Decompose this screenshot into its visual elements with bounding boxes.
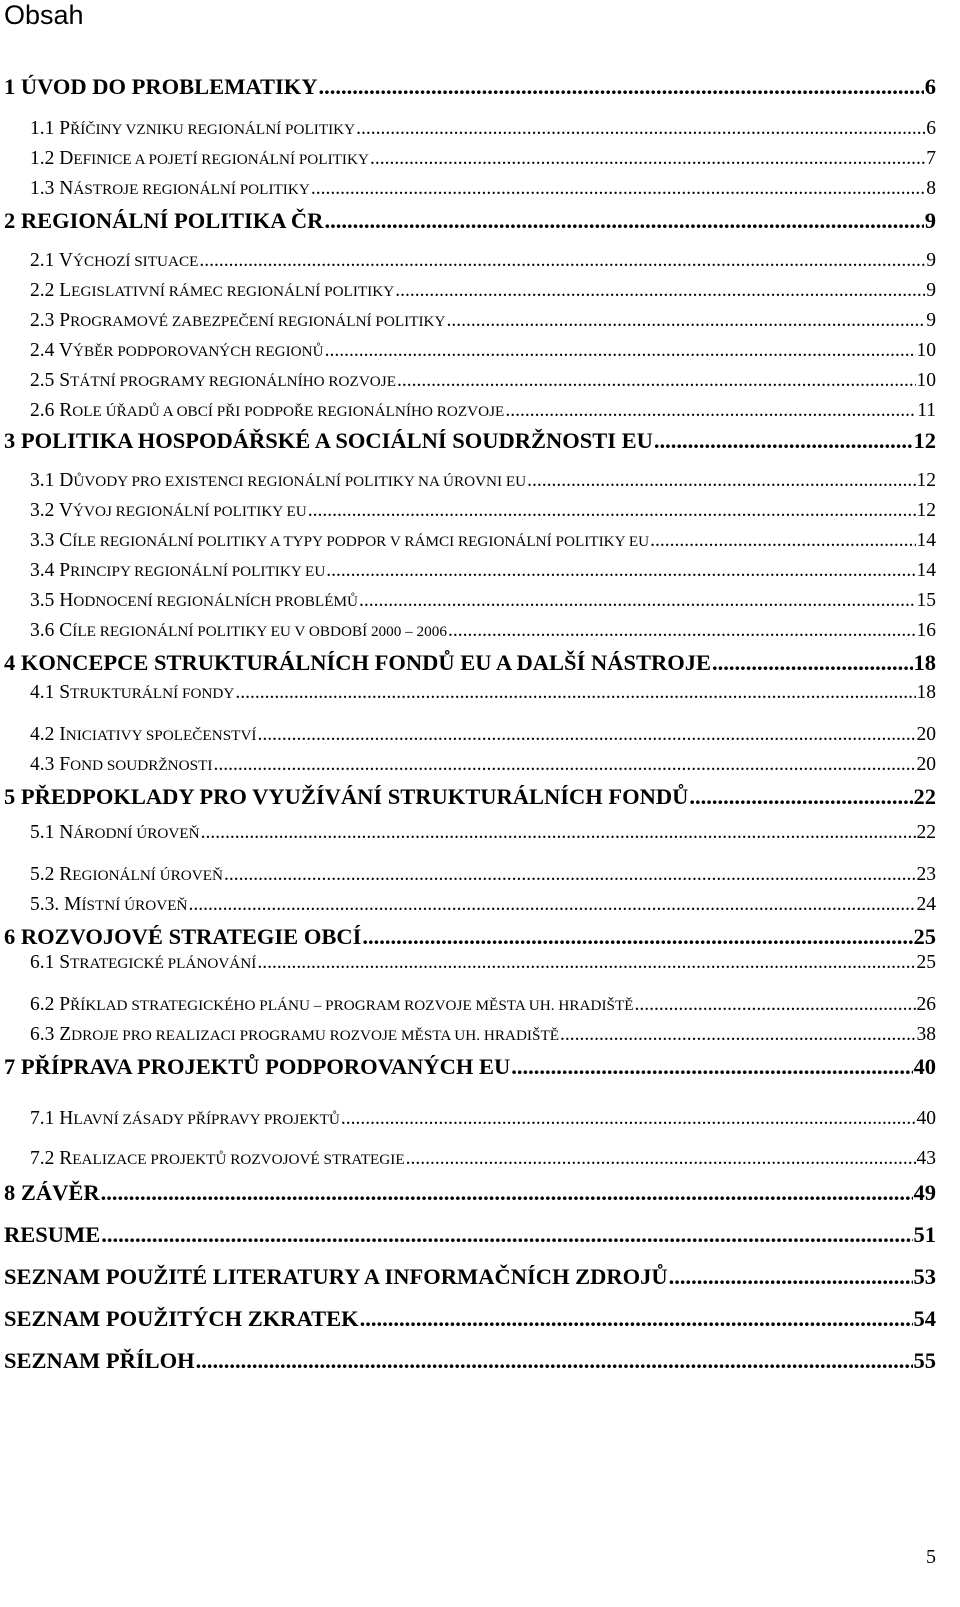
toc-chapter-entry[interactable] [4, 1264, 936, 1294]
toc-section-entry[interactable] [30, 994, 936, 1020]
toc-entry-initial: Z [59, 1024, 72, 1045]
toc-entry-rest: ÍLE REGIONÁLNÍ POLITIKY EU V OBDOBÍ 2000 – 2006 [72, 623, 447, 640]
toc-entry-page: 55 [913, 1348, 936, 1373]
toc-entry-rest: ÝCHOZÍ SITUACE [73, 253, 199, 270]
toc-entry-rest: TRATEGICKÉ PLÁNOVÁNÍ [70, 955, 257, 972]
toc-dot-leader [325, 340, 916, 362]
toc-entry-number: 3.5 [30, 590, 55, 611]
toc-entry-rest: DROJE PRO REALIZACI PROGRAMU ROZVOJE MĚSTA UH. HRADIŠTĚ [71, 1027, 560, 1044]
toc-entry-number: 1.3 [30, 178, 55, 199]
toc-dot-leader [324, 208, 923, 234]
toc-entry-title [30, 560, 325, 582]
toc-entry-title: 2 REGIONÁLNÍ POLITIKA ČR [4, 208, 324, 233]
toc-section-entry[interactable] [30, 470, 936, 496]
toc-chapter-entry[interactable] [4, 924, 936, 954]
toc-entry-title: 6 ROZVOJOVÉ STRATEGIE OBCÍ [4, 924, 362, 949]
toc-dot-leader [362, 924, 912, 950]
toc-entry-title [30, 724, 257, 746]
toc-entry-initial: F [59, 754, 71, 775]
toc-entry-rest: ÁSTROJE REGIONÁLNÍ POLITIKY [73, 181, 310, 198]
toc-entry-page: 6 [924, 74, 936, 99]
toc-entry-page: 20 [916, 724, 936, 745]
toc-entry-page: 12 [913, 428, 936, 453]
toc-entry-page: 11 [917, 400, 936, 421]
toc-entry-title [30, 470, 526, 492]
toc-dot-leader [635, 994, 916, 1016]
toc-dot-leader [258, 724, 916, 746]
toc-entry-initial: P [59, 994, 71, 1015]
toc-entry-title [30, 118, 355, 140]
toc-dot-leader [326, 560, 915, 582]
toc-entry-page: 26 [916, 994, 936, 1015]
toc-section-entry[interactable] [30, 724, 936, 750]
toc-dot-leader [511, 1054, 912, 1080]
toc-entry-rest: ŘÍČINY VZNIKU REGIONÁLNÍ POLITIKY [70, 121, 356, 138]
toc-section-entry[interactable] [30, 148, 936, 174]
toc-dot-leader [395, 280, 925, 302]
toc-entry-number: 4.3 [30, 754, 55, 775]
toc-dot-leader [308, 500, 916, 522]
toc-dot-leader [712, 650, 913, 676]
toc-entry-number: 3.3 [30, 530, 55, 551]
toc-dot-leader [669, 1264, 913, 1290]
toc-dot-leader [341, 1108, 916, 1130]
toc-entry-number: 6.2 [30, 994, 55, 1015]
toc-entry-title: SEZNAM POUŽITÝCH ZKRATEK [4, 1306, 359, 1331]
toc-entry-initial: H [59, 1108, 74, 1129]
toc-section-entry[interactable] [30, 1024, 936, 1050]
toc-entry-number: 6.1 [30, 952, 55, 973]
toc-entry-page: 9 [926, 310, 936, 331]
toc-dot-leader [650, 530, 915, 552]
toc-entry-page: 51 [913, 1222, 936, 1247]
toc-dot-leader [196, 1348, 913, 1374]
toc-entry-title [30, 590, 358, 612]
toc-entry-page: 6 [926, 118, 936, 139]
toc-entry-title [30, 754, 212, 776]
toc-dot-leader [689, 784, 912, 810]
toc-entry-title [30, 682, 234, 704]
toc-entry-page: 54 [913, 1306, 936, 1331]
toc-heading: Obsah [4, 0, 84, 30]
toc-section-entry[interactable] [30, 682, 936, 708]
toc-entry-page: 16 [916, 620, 936, 641]
toc-entry-initial: V [58, 340, 73, 361]
toc-chapter-entry[interactable] [4, 208, 936, 238]
toc-entry-title [30, 500, 307, 522]
toc-section-entry[interactable] [30, 250, 936, 276]
toc-entry-title: SEZNAM PŘÍLOH [4, 1348, 195, 1373]
toc-section-entry[interactable] [30, 118, 936, 144]
toc-section-entry[interactable] [30, 280, 936, 306]
toc-section-entry[interactable] [30, 1108, 936, 1134]
toc-dot-leader [406, 1148, 916, 1170]
toc-entry-rest: ODNOCENÍ REGIONÁLNÍCH PROBLÉMŮ [73, 593, 358, 610]
toc-entry-title [30, 370, 396, 392]
toc-entry-number: 2.3 [30, 310, 55, 331]
toc-entry-rest: OLE ÚŘADŮ A OBCÍ PŘI PODPOŘE REGIONÁLNÍHO ROZVOJE [72, 403, 505, 420]
toc-entry-number: 2.4 [30, 340, 55, 361]
toc-dot-leader [370, 148, 925, 170]
toc-entry-page: 18 [913, 650, 936, 675]
toc-entry-page: 43 [916, 1148, 936, 1169]
toc-entry-initial: D [59, 148, 74, 169]
toc-entry-initial: R [59, 864, 73, 885]
toc-entry-title: 4 KONCEPCE STRUKTURÁLNÍCH FONDŮ EU A DALŠÍ NÁSTROJE [4, 650, 711, 675]
toc-entry-title [30, 148, 369, 170]
toc-dot-leader [356, 118, 925, 140]
toc-entry-rest: OND SOUDRŽNOSTI [70, 757, 213, 774]
toc-section-entry[interactable] [30, 500, 936, 526]
toc-entry-number: 2.6 [30, 400, 55, 421]
toc-dot-leader [527, 470, 915, 492]
toc-chapter-entry[interactable] [4, 784, 936, 814]
toc-section-entry[interactable] [30, 754, 936, 780]
toc-dot-leader [224, 864, 915, 886]
toc-entry-initial: S [59, 952, 71, 973]
toc-entry-title: SEZNAM POUŽITÉ LITERATURY A INFORMAČNÍCH ZDROJŮ [4, 1264, 668, 1289]
toc-dot-leader [319, 74, 924, 100]
toc-dot-leader [101, 1222, 912, 1248]
toc-section-entry[interactable] [30, 1148, 936, 1174]
toc-entry-rest: ÍSTNÍ ÚROVEŇ [81, 897, 188, 914]
toc-entry-initial: P [59, 118, 71, 139]
toc-dot-leader [201, 822, 916, 844]
toc-entry-initial: C [59, 620, 73, 641]
toc-entry-page: 40 [913, 1054, 936, 1079]
toc-entry-number: 5.3. [30, 894, 60, 915]
toc-entry-number: 2.2 [30, 280, 55, 301]
toc-entry-number: 6.3 [30, 1024, 55, 1045]
toc-entry-number: 4.1 [30, 682, 55, 703]
toc-entry-page: 14 [916, 530, 936, 551]
toc-entry-page: 12 [916, 500, 936, 521]
toc-entry-title: 7 PŘÍPRAVA PROJEKTŮ PODPOROVANÝCH EU [4, 1054, 511, 1079]
toc-entry-initial: P [59, 310, 71, 331]
toc-entry-page: 18 [916, 682, 936, 703]
toc-entry-page: 22 [913, 784, 936, 809]
toc-entry-title [30, 340, 324, 362]
toc-entry-title [30, 952, 256, 974]
toc-entry-page: 8 [926, 178, 936, 199]
toc-chapter-entry[interactable] [4, 428, 936, 458]
toc-section-entry[interactable] [30, 310, 936, 336]
toc-entry-number: 4.2 [30, 724, 55, 745]
toc-entry-rest: TÁTNÍ PROGRAMY REGIONÁLNÍHO ROZVOJE [70, 373, 396, 390]
toc-entry-rest: ŘÍKLAD STRATEGICKÉHO PLÁNU – PROGRAM ROZVOJE MĚSTA UH. HRADIŠTĚ [70, 997, 634, 1014]
toc-entry-page: 53 [913, 1264, 936, 1289]
toc-entry-title: 3 POLITIKA HOSPODÁŘSKÉ A SOCIÁLNÍ SOUDRŽNOSTI EU [4, 428, 653, 453]
toc-dot-leader [447, 310, 926, 332]
toc-entry-rest: ŮVODY PRO EXISTENCI REGIONÁLNÍ POLITIKY NA ÚROVNI EU [73, 473, 527, 490]
toc-entry-initial: V [58, 500, 73, 521]
toc-entry-page: 14 [916, 560, 936, 581]
toc-entry-number: 7.2 [30, 1148, 55, 1169]
toc-section-entry[interactable] [30, 340, 936, 366]
toc-entry-title [30, 620, 447, 642]
toc-dot-leader [360, 1306, 913, 1332]
toc-entry-initial: M [64, 894, 82, 915]
toc-entry-rest: EALIZACE PROJEKTŮ ROZVOJOVÉ STRATEGIE [72, 1151, 405, 1168]
toc-entry-number: 3.4 [30, 560, 55, 581]
toc-entry-rest: LAVNÍ ZÁSADY PŘÍPRAVY PROJEKTŮ [73, 1111, 340, 1128]
toc-chapter-entry[interactable] [4, 1306, 936, 1336]
toc-entry-page: 49 [913, 1180, 936, 1205]
toc-entry-title: 5 PŘEDPOKLADY PRO VYUŽÍVÁNÍ STRUKTURÁLNÍCH FONDŮ [4, 784, 689, 809]
toc-entry-rest: ÍLE REGIONÁLNÍ POLITIKY A TYPY PODPOR V RÁMCI REGIONÁLNÍ POLITIKY EU [72, 533, 650, 550]
toc-entry-rest: ÝVOJ REGIONÁLNÍ POLITIKY EU [73, 503, 307, 520]
toc-entry-title [30, 400, 504, 422]
toc-entry-number: 2.5 [30, 370, 55, 391]
toc-chapter-entry[interactable] [4, 1180, 936, 1210]
toc-section-entry[interactable] [30, 530, 936, 556]
toc-dot-leader [101, 1180, 913, 1206]
toc-section-entry[interactable] [30, 178, 936, 204]
toc-section-entry[interactable] [30, 864, 936, 890]
toc-entry-rest: ÁRODNÍ ÚROVEŇ [73, 825, 200, 842]
toc-entry-page: 9 [926, 250, 936, 271]
toc-section-entry[interactable] [30, 620, 936, 646]
toc-entry-number: 7.1 [30, 1108, 55, 1129]
toc-entry-title [30, 1108, 340, 1130]
toc-entry-title [30, 1024, 559, 1046]
toc-entry-rest: ÝBĚR PODPOROVANÝCH REGIONŮ [73, 343, 324, 360]
toc-entry-initial: L [59, 280, 72, 301]
toc-chapter-entry[interactable] [4, 650, 936, 680]
toc-entry-number: 1.1 [30, 118, 55, 139]
page-number: 5 [926, 1546, 936, 1568]
toc-entry-title [30, 994, 634, 1016]
toc-dot-leader [359, 590, 916, 612]
toc-entry-page: 25 [913, 924, 936, 949]
toc-entry-initial: N [59, 822, 74, 843]
toc-entry-initial: S [59, 682, 71, 703]
toc-dot-leader [397, 370, 916, 392]
toc-dot-leader [448, 620, 916, 642]
toc-chapter-entry[interactable] [4, 1054, 936, 1084]
toc-entry-number: 3.6 [30, 620, 55, 641]
toc-entry-number: 5.1 [30, 822, 55, 843]
toc-entry-rest: RINCIPY REGIONÁLNÍ POLITIKY EU [70, 563, 326, 580]
toc-entry-initial: P [59, 560, 71, 581]
toc-section-entry[interactable] [30, 400, 936, 426]
toc-entry-title [30, 530, 649, 552]
toc-entry-page: 24 [916, 894, 936, 915]
toc-entry-page: 15 [916, 590, 936, 611]
toc-chapter-entry[interactable] [4, 74, 936, 104]
toc-entry-title [30, 250, 198, 272]
toc-entry-title [30, 864, 223, 886]
toc-entry-page: 23 [916, 864, 936, 885]
toc-entry-title: RESUME [4, 1222, 101, 1247]
toc-entry-initial: N [59, 178, 74, 199]
toc-section-entry[interactable] [30, 590, 936, 616]
toc-entry-initial: V [58, 250, 73, 271]
toc-section-entry[interactable] [30, 370, 936, 396]
toc-entry-rest: NICIATIVY SPOLEČENSTVÍ [65, 727, 257, 744]
toc-entry-rest: EFINICE A POJETÍ REGIONÁLNÍ POLITIKY [73, 151, 369, 168]
toc-entry-number: 3.2 [30, 500, 55, 521]
toc-entry-rest: TRUKTURÁLNÍ FONDY [70, 685, 235, 702]
toc-section-entry[interactable] [30, 560, 936, 586]
toc-entry-initial: H [59, 590, 74, 611]
toc-entry-initial: S [59, 370, 71, 391]
toc-entry-page: 9 [926, 280, 936, 301]
toc-entry-page: 10 [916, 340, 936, 361]
toc-dot-leader [560, 1024, 915, 1046]
toc-entry-page: 10 [916, 370, 936, 391]
toc-entry-number: 3.1 [30, 470, 55, 491]
toc-dot-leader [311, 178, 925, 200]
toc-section-entry[interactable] [30, 822, 936, 848]
toc-entry-page: 40 [916, 1108, 936, 1129]
toc-section-entry[interactable] [30, 894, 936, 920]
toc-entry-initial: C [59, 530, 73, 551]
toc-dot-leader [654, 428, 913, 454]
toc-entry-title [30, 894, 187, 916]
toc-entry-page: 7 [926, 148, 936, 169]
toc-entry-page: 22 [916, 822, 936, 843]
toc-entry-initial: R [59, 1148, 73, 1169]
toc-entry-number: 2.1 [30, 250, 55, 271]
toc-section-entry[interactable] [30, 952, 936, 978]
toc-entry-page: 25 [916, 952, 936, 973]
toc-entry-title [30, 178, 310, 200]
toc-entry-page: 9 [924, 208, 936, 233]
toc-entry-initial: D [59, 470, 74, 491]
toc-dot-leader [213, 754, 915, 776]
toc-dot-leader [188, 894, 915, 916]
toc-dot-leader [199, 250, 925, 272]
toc-entry-rest: EGIONÁLNÍ ÚROVEŇ [72, 867, 224, 884]
toc-entry-title: 1 ÚVOD DO PROBLEMATIKY [4, 74, 318, 99]
toc-dot-leader [505, 400, 916, 422]
toc-entry-title [30, 310, 446, 332]
toc-chapter-entry[interactable] [4, 1348, 936, 1378]
toc-entry-page: 12 [916, 470, 936, 491]
toc-entry-rest: ROGRAMOVÉ ZABEZPEČENÍ REGIONÁLNÍ POLITIKY [70, 313, 446, 330]
toc-entry-initial: I [59, 724, 66, 745]
toc-entry-title [30, 822, 200, 844]
toc-entry-initial: R [59, 400, 73, 421]
toc-entry-rest: EGISLATIVNÍ RÁMEC REGIONÁLNÍ POLITIKY [71, 283, 395, 300]
toc-entry-page: 20 [916, 754, 936, 775]
toc-entry-number: 1.2 [30, 148, 55, 169]
toc-entry-title [30, 280, 394, 302]
toc-chapter-entry[interactable] [4, 1222, 936, 1252]
toc-dot-leader [235, 682, 915, 704]
toc-entry-title [30, 1148, 405, 1170]
toc-dot-leader [257, 952, 915, 974]
toc-entry-page: 38 [916, 1024, 936, 1045]
toc-entry-number: 5.2 [30, 864, 55, 885]
toc-entry-title: 8 ZÁVĚR [4, 1180, 100, 1205]
